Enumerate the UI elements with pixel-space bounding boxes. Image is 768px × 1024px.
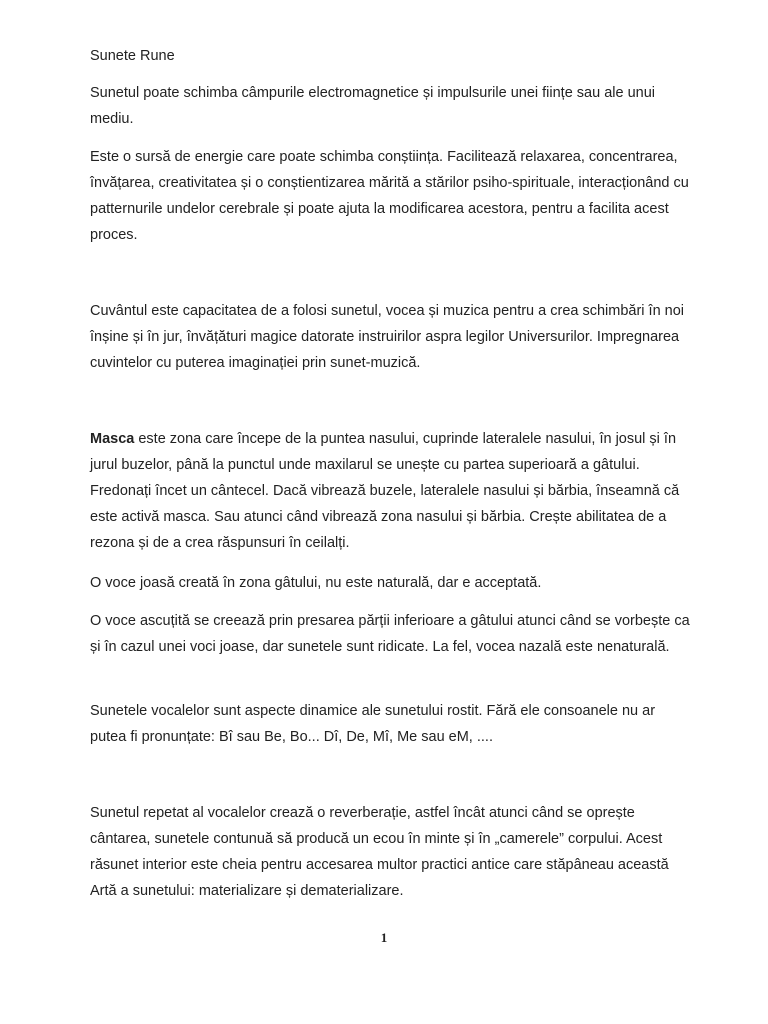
masca-term: Masca xyxy=(90,431,135,447)
paragraph-1: Sunetul poate schimba câmpurile electromagnetice și impulsurile unei ființe sau ale unui mediu. xyxy=(90,85,656,127)
paragraph-8: Sunetul repetat al vocalelor crează o reverberație, astfel încât atunci când se oprește cântarea, sunetele contunuă să producă un ecou în minte și în „camerele” corpului. Acest răsunet interior este cheia pentru accesarea multor practici antice care stăpâneau această Artă a sunetului: materializare și dematerializare. xyxy=(90,805,669,899)
document-title: Sunete Rune xyxy=(90,48,175,64)
paragraph-7: Sunetele vocalelor sunt aspecte dinamice ale sunetului rostit. Fără ele consoanele nu ar putea fi pronunțate: Bî sau Be, Bo... Dî, De, Mî, Me sau eM, .... xyxy=(90,703,656,745)
paragraph-2: Este o sursă de energie care poate schimba conștiința. Facilitează relaxarea, concentrarea, învățarea, creativitatea și o conștientizarea mărită a stărilor psiho-spirituale, interacționând cu patternurile undelor cerebrale și poate ajuta la modificarea acestora, pentru a facilita acest proces. xyxy=(90,149,689,243)
paragraph-6: O voce ascuțită se creează prin presarea părții inferioare a gâtului atunci când se vorbește ca și în cazul unei voci joase, dar sunetele sunt ridicate. La fel, vocea nazală este nenaturală. xyxy=(90,613,690,655)
paragraph-4 xyxy=(90,426,690,556)
paragraph-4-text: este zona care începe de la puntea nasului, cuprinde lateralele nasului, în josul și în jurul buzelor, până la punctul unde maxilarul se unește cu partea superioară a gâtului. Fredonați încet un cântecel. Dacă vibrează buzele, lateralele nasului și bărbia, înseamnă că este activă masca. Sau atunci când vibrează zona nasului și bărbia. Crește abilitatea de a rezona și de a crea răspunsuri în ceilalți. xyxy=(90,431,680,551)
page-number: 1 xyxy=(380,930,388,945)
paragraph-5: O voce joasă creată în zona gâtului, nu este naturală, dar e acceptată. xyxy=(90,575,542,591)
paragraph-3: Cuvântul este capacitatea de a folosi sunetul, vocea și muzica pentru a crea schimbări în noi înșine și în jur, învățături magice datorate instruirilor aspra legilor Universurilor. Impregnarea cuvintelor cu puterea imaginației prin sunet-muzică. xyxy=(90,303,685,371)
